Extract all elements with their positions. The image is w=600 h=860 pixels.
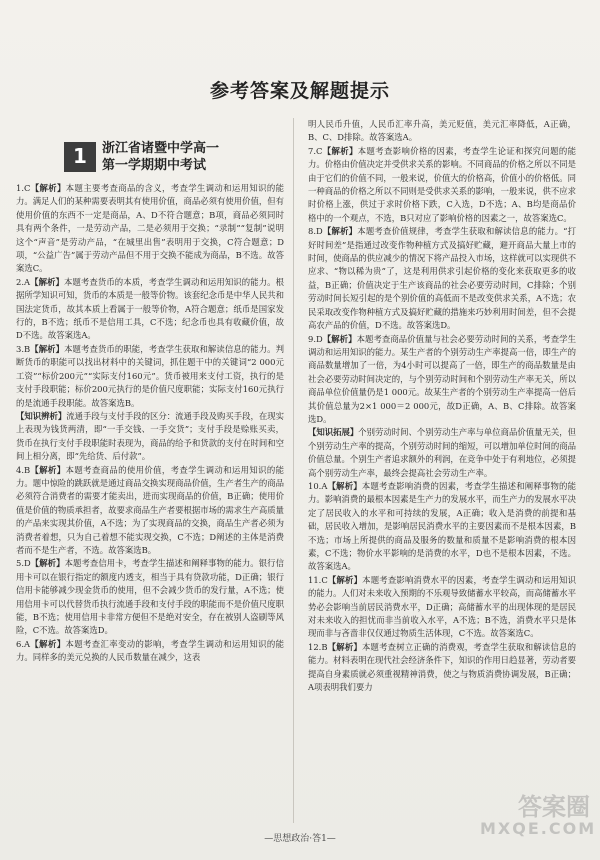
answer-number: 7.C (308, 145, 323, 156)
answer-tag: 【知识拓展】 (308, 427, 359, 438)
answer-tag: 【解析】 (30, 558, 65, 569)
answer-item (308, 225, 576, 332)
answer-number: 6.A (16, 638, 31, 649)
answer-text: 本题考查商品价值量与社会必要劳动时间的关系，考查学生调动和运用知识的能力。某生产者的个别劳动生产率提高一倍，即生产的商品数量增加了一倍，为4小时可以提高了一倍，即生产的商品数量是由社会必要劳动时间决定的，与个别劳动时间和个别劳动生产率无关，所以商品单位价值量仍是1 000元。故某生产者的个别劳动生产率提高一倍后其价值总量为2×1 000＝2 000元，故D正确，A、B、C排除。故答案选D。 (308, 333, 577, 424)
answer-number: 10.A (308, 480, 328, 491)
answer-number: 11.C (308, 574, 328, 585)
answer-item (308, 333, 576, 427)
answer-text: 本题考查价值规律，考查学生获取和解读信息的能力。“打好时间差”是指通过改变作物种植方式及搞好贮藏，避开商品大量上市的时间，使商品的供应减少的情况下将产品投入市场，这样就可以实现供不应求、“物以稀为贵”了，这是利用供求引起价格的变化来获取更多的收益，B正确；价值决定于生产该商品的社会必要劳动时间，C排除；个别劳动时间长短引起的是个别价值的高低而不是改变供求关系，A不选；农民采取改变作物种植方式及搞好贮藏的措施来巧妙利用时间差，但不会提高农产品的价值，D不选。故答案选D。 (308, 226, 577, 331)
answer-text: 本题考查汇率变动的影响，考查学生调动和运用知识的能力。同样多的美元兑换的人民币数量在减少，这表 (16, 638, 285, 663)
answer-tag: 【解析】 (322, 333, 357, 344)
answer-item (16, 343, 284, 410)
answer-item (16, 638, 284, 665)
answer-item (16, 557, 284, 637)
answer-tag: 【解析】 (30, 343, 65, 354)
answer-text: 本题考查影响价格的因素，考查学生论证和探究问题的能力。价格由价值决定并受供求关系的影响。不同商品的价格之所以不同是由于它们的价值不同，一般来说，价值大的价格高，价值小的价格低。同一种商品的价格之所以不同则是受供求关系的影响，一般来说，供不应求时价格上涨，供过于求时价格下跌，C入选，D不选；A、B均是商品价格中的一个观点，不选，B只对应了影响价格的因素之一，故答案选C。 (308, 145, 577, 223)
answer-number: 9.D (308, 333, 323, 344)
answer-item (308, 118, 576, 145)
section-title-line1: 浙江省诸暨中学高一 (102, 141, 220, 156)
answer-number: 1.C (16, 183, 31, 193)
answer-text: 个别劳动时间、个别劳动生产率与单位商品价值量无关，但个别劳动生产率的提高，个别劳动时间的缩短，可以增加单位时间的商品价值总量。个别生产者追求额外的利润，在竞争中处于有利地位，必须提高个别劳动生产率，最终会提高社会劳动生产率。 (308, 427, 576, 478)
left-answer-list (16, 182, 284, 665)
answer-item (16, 182, 284, 276)
answer-text: 明人民币升值，人民币汇率升高，美元贬值，美元汇率降低，A正确，B、C、D排除。故答案选A。 (308, 119, 576, 143)
answer-item (16, 410, 284, 464)
watermark-top: 答案圈 (518, 793, 590, 821)
answer-text: 本题考查影响消费的因素，考查学生描述和阐释事物的能力。影响消费的最根本因素是生产力的发展水平，而生产力的发展水平决定了居民收入的水平和可持续的发展，A正确；收入是消费的前提和基础，居民收入增加，是影响居民消费水平的主要因素而不是根本因素，B不选；市场上所提供的商品及服务的数量和质量不是影响消费的根本因素，C不选；物价水平影响的是消费的水平，D也不是根本因素，不选。故答案选A。 (308, 480, 577, 572)
right-column (308, 118, 576, 694)
answer-tag: 【知识辨析】 (16, 410, 67, 421)
column-divider (293, 118, 294, 823)
answer-item (308, 145, 576, 225)
answer-text: 本题考查影响消费水平的因素，考查学生调动和运用知识的能力。人们对未来收入预期的不乐观导致储蓄水平较高，而高储蓄水平势必会影响当前居民消费水平，D正确；高储蓄水平的出现体现的是居民对未来收入的担忧而非当前收入水平，A不选；B不选，消费水平只是体现而非与吝啬非仅仅通过物质生活体现，C不选。故答案选C。 (308, 574, 577, 639)
right-answer-list (308, 118, 576, 694)
answer-item (308, 641, 576, 695)
answer-number: 2.A (16, 276, 31, 287)
page-footer: —思想政治·答1— (264, 834, 336, 844)
page-title: 参考答案及解题提示 (209, 80, 390, 102)
answer-tag: 【解析】 (30, 276, 64, 287)
answer-text: 本题考查商品的使用价值，考查学生调动和运用知识的能力。题中惊险的跳跃就是通过商品交换实现商品价值，生产者生产的商品必须符合消费者的需要才能卖出，进而实现商品的价值，B正确；使用价值是价值的物质承担者，故要求商品生产者要根据市场的需求生产高质量的产品来实现其价值，A不选；为了实现商品的交换，商品生产者必须为消费者着想，只为自己着想不能实现交换，C不选；D阐述的主体是消费者而不是生产者，不选。故答案选B。 (16, 464, 285, 555)
section-title-line2: 第一学期期中考试 (102, 158, 207, 173)
answer-text: 流通手段与支付手段的区分：流通手段及购买手段，在现实上表现为钱货两清，即“一手交钱、一手交货”；支付手段是赊账买卖，货币在执行支付手段职能时表现为，商品的给予和货款的支付在时间和空间上相分离，即“先给货、后付款”。 (16, 410, 284, 462)
answer-number: 5.D (16, 558, 31, 569)
answer-text: 本题考查树立正确的消费观，考查学生获取和解读信息的能力。材料表明在现代社会经济条件下，知识的作用日趋显著，劳动者要提高自身素质就必须重视精神消费，使之与物质消费协调发展，B正确；A项表明我们要力 (308, 641, 577, 693)
answer-text: 本题考查货币的职能，考查学生获取和解读信息的能力。判断货币的职能可以找出材料中的关键词，抓住题干中的关键词“2 000元工资”“标价200元”“实际支付160元”。货币被用来支付工资，执行的是支付手段职能；标价200元执行的是价值尺度职能；实际支付160元执行的是流通手段职能。故答案选B。 (16, 343, 285, 408)
answer-text: 本题主要考查商品的含义，考查学生调动和运用知识的能力。满足人们的某种需要表明其有使用价值，商品必须有使用价值，但有使用价值的东西不一定是商品，A、D不符合题意；B项，商品必须同时具有两个条件，一是劳动产品，二是必须用于交换；“录制”“复制”说明这个“声音”是劳动产品，“在城里出售”表明用于交换，C符合题意；D项，“公益广告”属于劳动产品但不用于交换不能成为商品，B不选。故答案选C。 (16, 183, 285, 274)
left-column (16, 118, 284, 665)
answer-number: 3.B (16, 343, 31, 354)
answer-tag: 【解析】 (30, 638, 66, 649)
answer-tag: 【解析】 (322, 145, 358, 156)
answer-number: 12.B (308, 641, 328, 652)
answer-item (16, 276, 284, 343)
answer-tag: 【解析】 (322, 226, 358, 237)
answer-tag: 【解析】 (30, 183, 66, 193)
answer-text: 本题考查货币的本质，考查学生调动和运用知识的能力。根据所学知识可知，货币的本质是一般等价物。该套纪念币是中华人民共和国法定货币，故其本质上看属于一般等价物，A符合题意；纸币是国家发行的，B不选；纸币不是信用工具，C不选；纪念币也具有收藏价值，故D不选。故答案选A。 (16, 276, 285, 341)
answer-tag: 【解析】 (327, 574, 363, 585)
answer-number: 4.B (16, 464, 31, 475)
answer-text: 本题考查信用卡，考查学生描述和阐释事物的能力。银行信用卡可以在银行指定的额度内透支，相当于具有贷款功能，D正确；银行信用卡能够减少现金货币的使用，但不会减少货币的发行量，A不选；使用信用卡可以代替货币执行流通手段和支付手段的职能而不是价值尺度职能，B不选；使用信用卡非常方便但不是绝对安全，存在被别人盗刷等风险，C不选。故答案选D。 (16, 558, 285, 636)
answer-item (16, 464, 284, 558)
answer-number: 8.D (308, 226, 323, 237)
section-title (102, 140, 219, 174)
answer-item (308, 480, 576, 574)
answer-item (308, 574, 576, 641)
answer-item (308, 426, 576, 480)
answer-tag: 【解析】 (327, 641, 362, 652)
section-number-badge: 1 (64, 142, 96, 172)
answer-tag: 【解析】 (327, 480, 362, 491)
section-header (16, 118, 284, 178)
watermark-bottom: MXQE.COM (480, 819, 597, 838)
answer-tag: 【解析】 (30, 464, 66, 475)
watermark-logo (480, 793, 597, 840)
